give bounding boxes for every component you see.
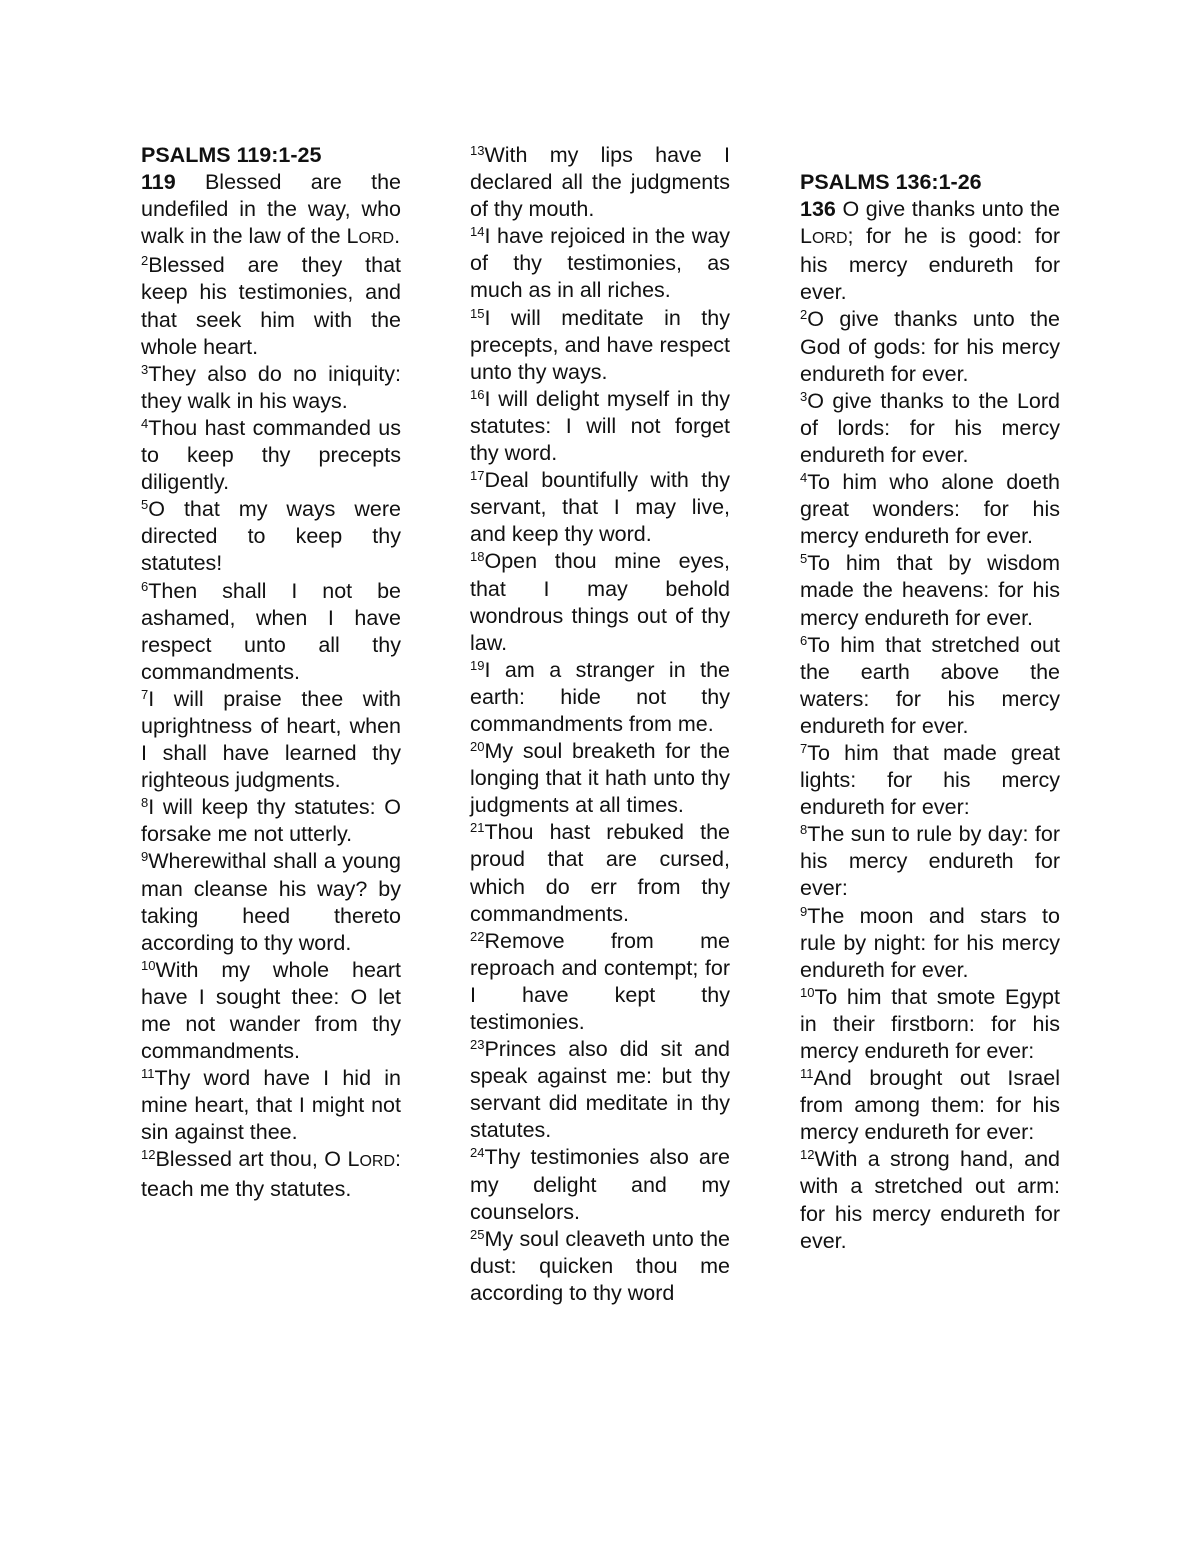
verse-text: Deal bountifully with thy servant, that I may live, and keep thy word. [470, 468, 730, 547]
verse [141, 794, 401, 848]
verse [141, 1065, 401, 1146]
verse-text: I will meditate in thy precepts, and have respect unto thy ways. [470, 305, 730, 384]
verse-text: To him that made great lights: for his mercy endureth for ever: [800, 740, 1060, 820]
verse-text: My soul cleaveth unto the dust: quicken thou me according to thy word [470, 1226, 730, 1305]
verse [470, 738, 730, 819]
verse-number: 4 [141, 415, 149, 431]
verse [470, 1036, 730, 1144]
verse-text: Thy testimonies also are my delight and my counselors. [470, 1145, 730, 1224]
verse-text: Remove from me reproach and contempt; for I have kept thy testimonies. [470, 928, 730, 1034]
verse [800, 740, 1060, 821]
small-caps-text: ORD [359, 1153, 396, 1171]
verse-text: I have rejoiced in the way of thy testimonies, as much as in all riches. [470, 224, 730, 303]
verse-text: O that my ways were directed to keep thy statutes! [141, 497, 401, 576]
verse [470, 1226, 730, 1307]
verse [141, 252, 401, 360]
verse-number: 6 [141, 578, 149, 594]
verse-number: 22 [470, 928, 485, 944]
column-right [800, 169, 1060, 1255]
verse [800, 550, 1060, 631]
verse [141, 169, 401, 252]
verse-number: 20 [470, 739, 485, 755]
verse [800, 196, 1060, 306]
verse [141, 415, 401, 496]
verse-number: 8 [141, 795, 149, 811]
verse-number: 21 [470, 820, 485, 836]
verse-number: 19 [470, 657, 485, 673]
verse-text: The sun to rule by day: for his mercy endureth for ever: [800, 822, 1060, 901]
verse [800, 903, 1060, 984]
verse-text: Wherewithal shall a young man cleanse his way? by taking heed thereto according to thy word. [141, 849, 401, 955]
verse [470, 928, 730, 1036]
verse-number: 9 [800, 903, 808, 919]
verse-number: 12 [141, 1147, 156, 1163]
verse-number: 6 [800, 632, 808, 648]
verse-text: To him that smote Egypt in their firstborn: for his mercy endureth for ever: [800, 984, 1060, 1063]
verse [800, 821, 1060, 902]
verse-number: 10 [800, 984, 815, 1000]
verse-number: 5 [141, 497, 149, 513]
verse [141, 361, 401, 415]
verse [800, 1146, 1060, 1254]
verse-number: 9 [141, 849, 149, 865]
verse [141, 578, 401, 686]
verse-text: Blessed art thou, O L [155, 1147, 360, 1172]
verse-text: : teach me thy statutes. [141, 1147, 401, 1201]
verse-text: Then shall I not be ashamed, when I have respect unto all thy commandments. [141, 578, 401, 684]
section-heading: PSALMS 119:1-25 [141, 143, 322, 167]
verse-text: The moon and stars to rule by night: for his mercy endureth for ever. [800, 903, 1060, 982]
verse-text: Thou hast rebuked the proud that are cursed, which do err from thy commandments. [470, 820, 730, 926]
verse-text: O give thanks to the Lord of lords: for his mercy endureth for ever. [800, 388, 1060, 467]
verse [800, 984, 1060, 1065]
verse-text: With my lips have I declared all the judgments of thy mouth. [470, 143, 730, 222]
verse-text: I am a stranger in the earth: hide not thy commandments from me. [470, 657, 730, 736]
verse [470, 467, 730, 548]
verse-number: 18 [470, 549, 485, 565]
verse-number: 2 [141, 253, 149, 269]
verse-number: 5 [800, 551, 808, 567]
verse-text: Blessed are the undefiled in the way, who walk in the law of the L [141, 170, 401, 249]
verse [470, 657, 730, 738]
section-heading: PSALMS 136:1-26 [800, 170, 982, 194]
verse-number: 17 [470, 468, 485, 484]
verse-number: 24 [470, 1145, 485, 1161]
verse-text: O give thanks unto the God of gods: for his mercy endureth for ever. [800, 307, 1060, 386]
verse-text: Open thou mine eyes, that I may behold wondrous things out of thy law. [470, 549, 730, 655]
verse-text: Princes also did sit and speak against me: but thy servant did meditate in thy statutes. [470, 1037, 730, 1143]
verse-text: Thy word have I hid in mine heart, that I might not sin against thee. [141, 1066, 401, 1145]
column-middle [470, 142, 730, 1307]
verse-text: Thou hast commanded us to keep thy precepts diligently. [141, 415, 401, 495]
verse-number: 3 [141, 361, 149, 377]
verse [470, 223, 730, 304]
verse-number: 10 [141, 957, 156, 973]
verse-number: 4 [800, 470, 808, 486]
column-left [141, 142, 401, 1203]
verse-text: Blessed are they that keep his testimonies, and that seek him with the whole heart. [141, 253, 401, 359]
verse-text: And brought out Israel from among them: for his mercy endureth for ever: [800, 1066, 1060, 1145]
verse-text: O give thanks unto the L [800, 197, 1060, 249]
verse [470, 386, 730, 467]
verse-number: 23 [470, 1037, 485, 1053]
verse-text: I will delight myself in thy statutes: I will not forget thy word. [470, 386, 730, 466]
verse-number: 14 [470, 224, 485, 240]
verse-number: 16 [470, 386, 485, 402]
verse-number: 11 [800, 1066, 814, 1082]
verse [470, 819, 730, 927]
verse [470, 548, 730, 656]
verse-text: They also do no iniquity: they walk in his ways. [141, 361, 401, 413]
chapter-number: 119 [141, 170, 176, 195]
verse [141, 957, 401, 1065]
verse-text: To him that stretched out the earth above the waters: for his mercy endureth for ever. [800, 632, 1060, 738]
verse [470, 142, 730, 223]
small-caps-text: ORD [811, 230, 848, 248]
verse-number: 2 [800, 307, 808, 323]
verse [800, 306, 1060, 387]
verse-text: With a strong hand, and with a stretched out arm: for his mercy endureth for ever. [800, 1147, 1060, 1253]
verse-text: ; for he is good: for his mercy endureth for ever. [800, 224, 1060, 305]
verse-text: I will praise thee with uprightness of heart, when I shall have learned thy righteous judgments. [141, 686, 401, 793]
verse [141, 848, 401, 956]
verse [470, 305, 730, 386]
verse [141, 686, 401, 794]
verse-text: . [394, 224, 401, 249]
small-caps-text: ORD [358, 230, 395, 248]
chapter-number: 136 [800, 197, 836, 222]
verse [800, 1065, 1060, 1146]
verse [800, 388, 1060, 469]
verse-text: To him who alone doeth great wonders: for his mercy endureth for ever. [800, 470, 1060, 549]
verse [141, 1146, 401, 1202]
verse-number: 7 [800, 740, 808, 756]
verse-number: 7 [141, 686, 149, 702]
verse-number: 13 [470, 143, 485, 158]
verse-text: With my whole heart have I sought thee: O let me not wander from thy commandments. [141, 957, 401, 1064]
verse [141, 496, 401, 577]
verse-number: 15 [470, 305, 485, 321]
verse-number: 25 [470, 1226, 485, 1242]
verse-number: 12 [800, 1147, 815, 1163]
verse [800, 632, 1060, 740]
verse [800, 469, 1060, 550]
verse-text: To him that by wisdom made the heavens: for his mercy endureth for ever. [800, 551, 1060, 630]
verse-text: I will keep thy statutes: O forsake me not utterly. [141, 795, 401, 847]
verse [470, 1144, 730, 1225]
verse-number: 3 [800, 388, 808, 404]
verse-number: 11 [141, 1066, 155, 1082]
verse-number: 8 [800, 822, 808, 838]
verse-text: My soul breaketh for the longing that it hath unto thy judgments at all times. [470, 739, 730, 818]
